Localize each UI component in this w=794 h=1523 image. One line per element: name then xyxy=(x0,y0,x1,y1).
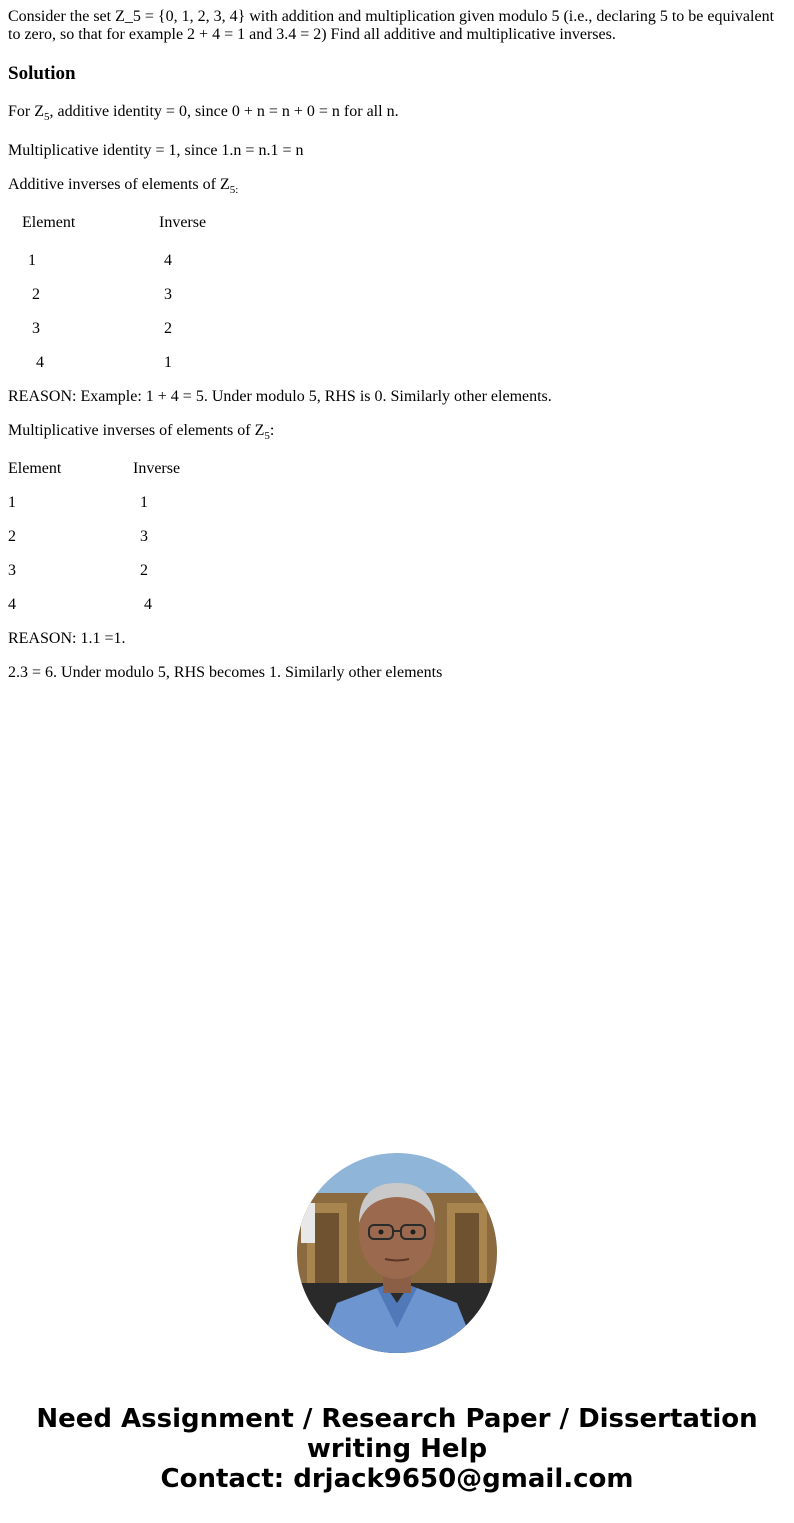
additive-identity-post: , additive identity = 0, since 0 + n = n + 0 = n for all n. xyxy=(49,103,399,120)
additive-header-inverse: Inverse xyxy=(159,214,207,231)
multiplicative-row-element: 3 xyxy=(8,562,16,579)
additive-title-sub: 5: xyxy=(229,184,239,196)
footer-line-2: writing Help xyxy=(306,1434,488,1464)
multiplicative-row-element: 2 xyxy=(8,528,16,545)
additive-row-element: 1 xyxy=(28,252,36,269)
additive-identity-sub: 5 xyxy=(44,111,50,123)
multiplicative-title-post: : xyxy=(269,422,275,439)
footer-promo xyxy=(0,1404,794,1494)
additive-row-inverse: 1 xyxy=(164,354,172,371)
multiplicative-row-inverse: 1 xyxy=(140,494,148,511)
avatar xyxy=(297,1153,497,1353)
multiplicative-reason-1: REASON: 1.1 =1. xyxy=(8,630,126,647)
multiplicative-row-inverse: 4 xyxy=(144,596,152,613)
multiplicative-inverses-title xyxy=(8,422,274,440)
additive-row-element: 2 xyxy=(32,286,40,303)
multiplicative-header-inverse: Inverse xyxy=(133,460,181,477)
additive-reason: REASON: Example: 1 + 4 = 5. Under modulo 5, RHS is 0. Similarly other elements. xyxy=(8,388,552,405)
additive-title-pre: Additive inverses of elements of Z xyxy=(8,176,230,193)
multiplicative-title-sub: 5 xyxy=(264,430,270,442)
additive-row-inverse: 4 xyxy=(164,252,172,269)
additive-identity-pre: For Z xyxy=(8,103,44,120)
additive-row-element: 4 xyxy=(36,354,44,371)
additive-row-inverse: 2 xyxy=(164,320,172,337)
solution-heading: Solution xyxy=(8,63,76,84)
avatar-illustration xyxy=(297,1153,497,1353)
footer-contact: Contact: drjack9650@gmail.com xyxy=(160,1464,634,1494)
multiplicative-row-element: 1 xyxy=(8,494,16,511)
multiplicative-identity-line: Multiplicative identity = 1, since 1.n = n.1 = n xyxy=(8,142,304,159)
multiplicative-row-inverse: 3 xyxy=(140,528,148,545)
multiplicative-reason-2: 2.3 = 6. Under modulo 5, RHS becomes 1. Similarly other elements xyxy=(8,664,443,681)
multiplicative-row-element: 4 xyxy=(8,596,16,613)
multiplicative-row-inverse: 2 xyxy=(140,562,148,579)
additive-row-inverse: 3 xyxy=(164,286,172,303)
footer-line-1: Need Assignment / Research Paper / Dissertation xyxy=(36,1404,758,1434)
additive-identity-line xyxy=(8,103,399,121)
multiplicative-header-element: Element xyxy=(8,460,62,477)
multiplicative-title-pre: Multiplicative inverses of elements of Z xyxy=(8,422,265,439)
additive-inverses-title xyxy=(8,176,238,194)
additive-row-element: 3 xyxy=(32,320,40,337)
question-text: Consider the set Z_5 = {0, 1, 2, 3, 4} with addition and multiplication given modulo 5 (i.e., declaring 5 to be equivalent to zero, so that for example 2 + 4 = 1 and 3.4 = 2) Find all additive and multiplicative inverses. xyxy=(8,8,775,43)
additive-header-element: Element xyxy=(22,214,76,231)
